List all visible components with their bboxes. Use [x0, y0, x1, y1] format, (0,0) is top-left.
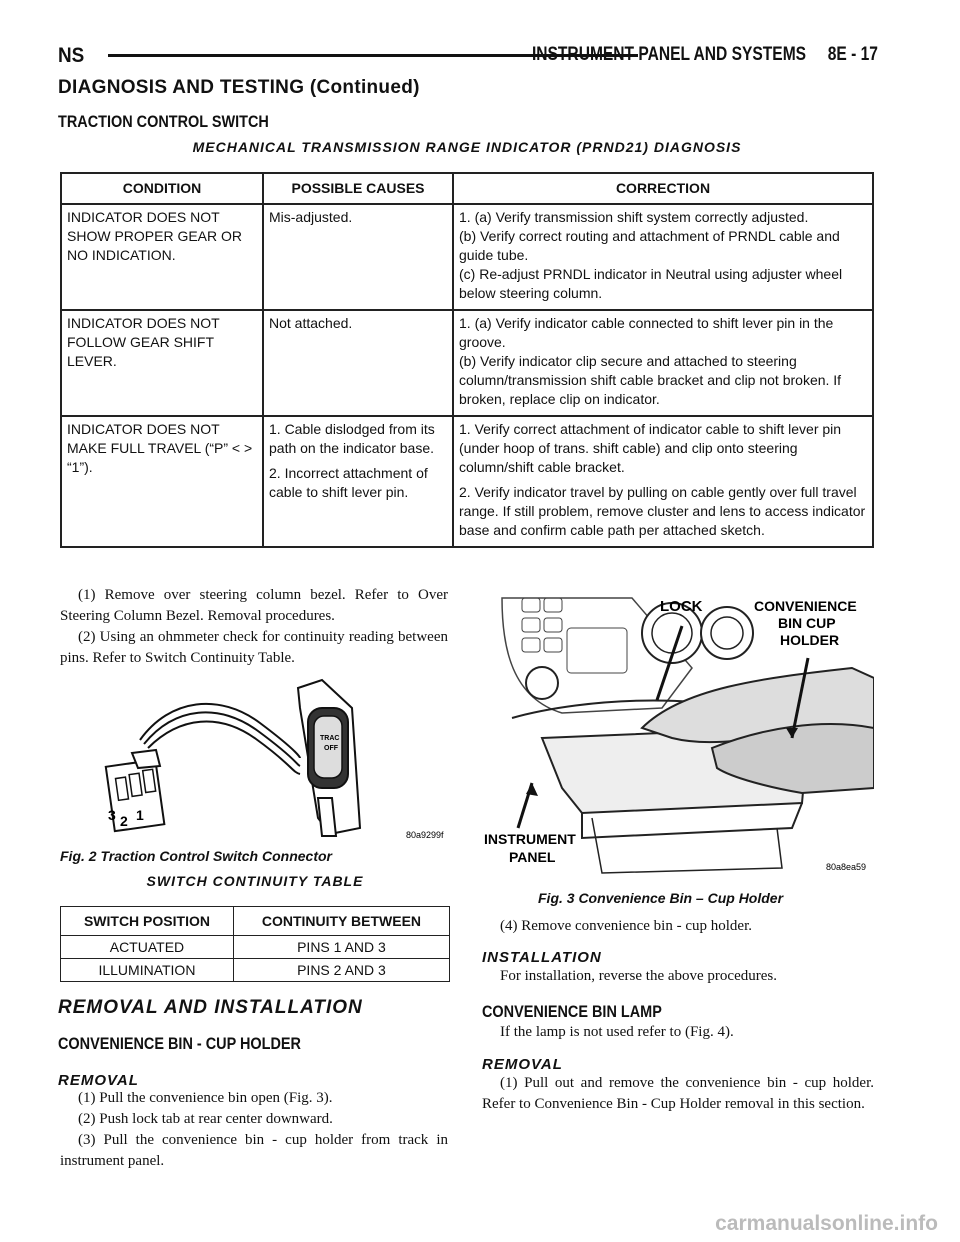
fig2-code: 80a9299f	[406, 830, 444, 840]
correction-cell	[453, 310, 873, 416]
step-text: (1) Remove over steering column bezel. Refer to Over Steering Column Bezel. Removal procedures.	[60, 587, 448, 624]
table-cell: ACTUATED	[61, 936, 234, 959]
traction-heading: TRACTION CONTROL SWITCH	[58, 112, 269, 131]
cause-text: 2. Incorrect attachment of cable to shift lever pin.	[269, 465, 428, 500]
step-text: (3) Pull the convenience bin - cup holder from track in instrument panel.	[60, 1132, 448, 1169]
cause-text: Mis-adjusted.	[269, 209, 353, 225]
watermark: carmanualsonline.info	[715, 1212, 938, 1235]
causes-cell	[263, 416, 453, 547]
header-continuity: CONTINUITY BETWEEN	[233, 907, 449, 936]
table-row	[61, 936, 450, 959]
step-text: (2) Using an ohmmeter check for continuity reading between pins. Refer to Switch Continuity Table.	[60, 629, 448, 666]
table-cell: ILLUMINATION	[61, 959, 234, 982]
table-header-row	[61, 173, 873, 204]
lamp-heading: CONVENIENCE BIN LAMP	[482, 1002, 662, 1021]
cause-text: 1. Cable dislodged from its path on the indicator base.	[269, 421, 435, 456]
correction-text: 1. Verify correct attachment of indicator cable to shift lever pin (under hoop of trans. shift cable) and clip onto steering column/shift cable bracket.	[459, 421, 842, 475]
left-steps	[60, 585, 448, 669]
correction-cell	[453, 416, 873, 547]
fig3-bin-label-2: BIN CUP	[778, 615, 836, 631]
table-cell: PINS 1 AND 3	[233, 936, 449, 959]
header-switch-position: SWITCH POSITION	[61, 907, 234, 936]
convenience-bin-drawing	[482, 588, 874, 878]
removal-installation-heading: REMOVAL AND INSTALLATION	[58, 997, 363, 1018]
causes-cell	[263, 204, 453, 310]
fig3-ip-label-2: PANEL	[509, 849, 556, 865]
table-row	[61, 959, 450, 982]
fig3-ip-label-1: INSTRUMENT	[484, 831, 576, 847]
condition-cell: INDICATOR DOES NOT MAKE FULL TRAVEL (“P” < > “1”).	[61, 416, 263, 547]
section-title: DIAGNOSIS AND TESTING (Continued)	[58, 77, 420, 98]
causes-cell	[263, 310, 453, 416]
fig3-bin-label-1: CONVENIENCE	[754, 598, 857, 614]
header-left: NS	[58, 44, 85, 67]
correction-text: 2. Verify indicator travel by pulling on cable gently over full travel range. If still problem, remove cluster and lens to access indicator base and confirm cable path per attached sketch.	[459, 484, 866, 538]
lamp-paragraph: If the lamp is not used refer to (Fig. 4).	[500, 1024, 734, 1040]
lamp-removal-label: REMOVAL	[482, 1056, 563, 1073]
traction-switch-drawing	[60, 668, 450, 842]
diag-table-title: MECHANICAL TRANSMISSION RANGE INDICATOR (PRND21) DIAGNOSIS	[192, 139, 742, 155]
bin-heading: CONVENIENCE BIN - CUP HOLDER	[58, 1034, 302, 1053]
correction-text: 1. (a) Verify transmission shift system correctly adjusted. (b) Verify correct routing and attachment of PRNDL cable and guide tube. (c) Re-adjust PRNDL indicator in Neutral using adjuster wheel below steering column.	[459, 209, 843, 301]
correction-text: 1. (a) Verify indicator cable connected to shift lever pin in the groove. (b) Verify indicator clip secure and attached to steering column/transmission shift cable bracket and clip not broken. If broken, replace clip on indicator.	[459, 315, 842, 407]
header-correction: CORRECTION	[453, 173, 873, 204]
header-condition: CONDITION	[61, 173, 263, 204]
fig3-illustration	[482, 588, 874, 878]
pin-1-label: 1	[136, 807, 144, 823]
table-row	[61, 204, 873, 310]
correction-cell	[453, 204, 873, 310]
fig3-bin-label-3: HOLDER	[780, 632, 840, 648]
page-header	[58, 44, 878, 70]
fig3-lock-label: LOCK	[660, 598, 703, 615]
step-text: (1) Pull the convenience bin open (Fig. 3).	[78, 1090, 333, 1106]
fig3-code: 80a8ea59	[826, 862, 867, 872]
step-4	[482, 916, 874, 937]
installation-text	[482, 966, 874, 987]
table-cell: PINS 2 AND 3	[233, 959, 449, 982]
step-text: (4) Remove convenience bin - cup holder.	[500, 918, 752, 934]
step-text: (2) Push lock tab at rear center downward.	[78, 1111, 333, 1127]
removal-label: REMOVAL	[58, 1072, 139, 1089]
switch-drawing	[298, 680, 360, 836]
table-row	[61, 416, 873, 547]
table-header-row	[61, 907, 450, 936]
lamp-text	[482, 1022, 874, 1043]
header-causes: POSSIBLE CAUSES	[263, 173, 453, 204]
switch-label-off: OFF	[324, 745, 338, 752]
diagnosis-table	[60, 172, 874, 548]
table-row	[61, 310, 873, 416]
fig2-caption: Fig. 2 Traction Control Switch Connector	[60, 848, 332, 864]
fig2-illustration	[60, 668, 450, 842]
continuity-table	[60, 906, 450, 982]
installation-label: INSTALLATION	[482, 949, 602, 966]
pin-2-label: 2	[120, 813, 128, 829]
pin-3-label: 3	[108, 807, 116, 823]
fig3-caption: Fig. 3 Convenience Bin – Cup Holder	[538, 890, 784, 906]
cause-text: Not attached.	[269, 315, 353, 331]
lamp-removal-paragraph: (1) Pull out and remove the convenience bin - cup holder. Refer to Convenience Bin - Cup Holder removal in this section.	[482, 1075, 874, 1112]
removal-steps	[60, 1088, 448, 1172]
header-right: INSTRUMENT PANEL AND SYSTEMS 8E - 17	[532, 44, 878, 65]
condition-cell: INDICATOR DOES NOT FOLLOW GEAR SHIFT LEVER.	[61, 310, 263, 416]
lamp-removal-text	[482, 1073, 874, 1115]
switch-label-trac: TRAC	[320, 735, 340, 742]
condition-cell: INDICATOR DOES NOT SHOW PROPER GEAR OR NO INDICATION.	[61, 204, 263, 310]
installation-paragraph: For installation, reverse the above procedures.	[500, 968, 777, 984]
cont-table-title: SWITCH CONTINUITY TABLE	[146, 873, 364, 889]
